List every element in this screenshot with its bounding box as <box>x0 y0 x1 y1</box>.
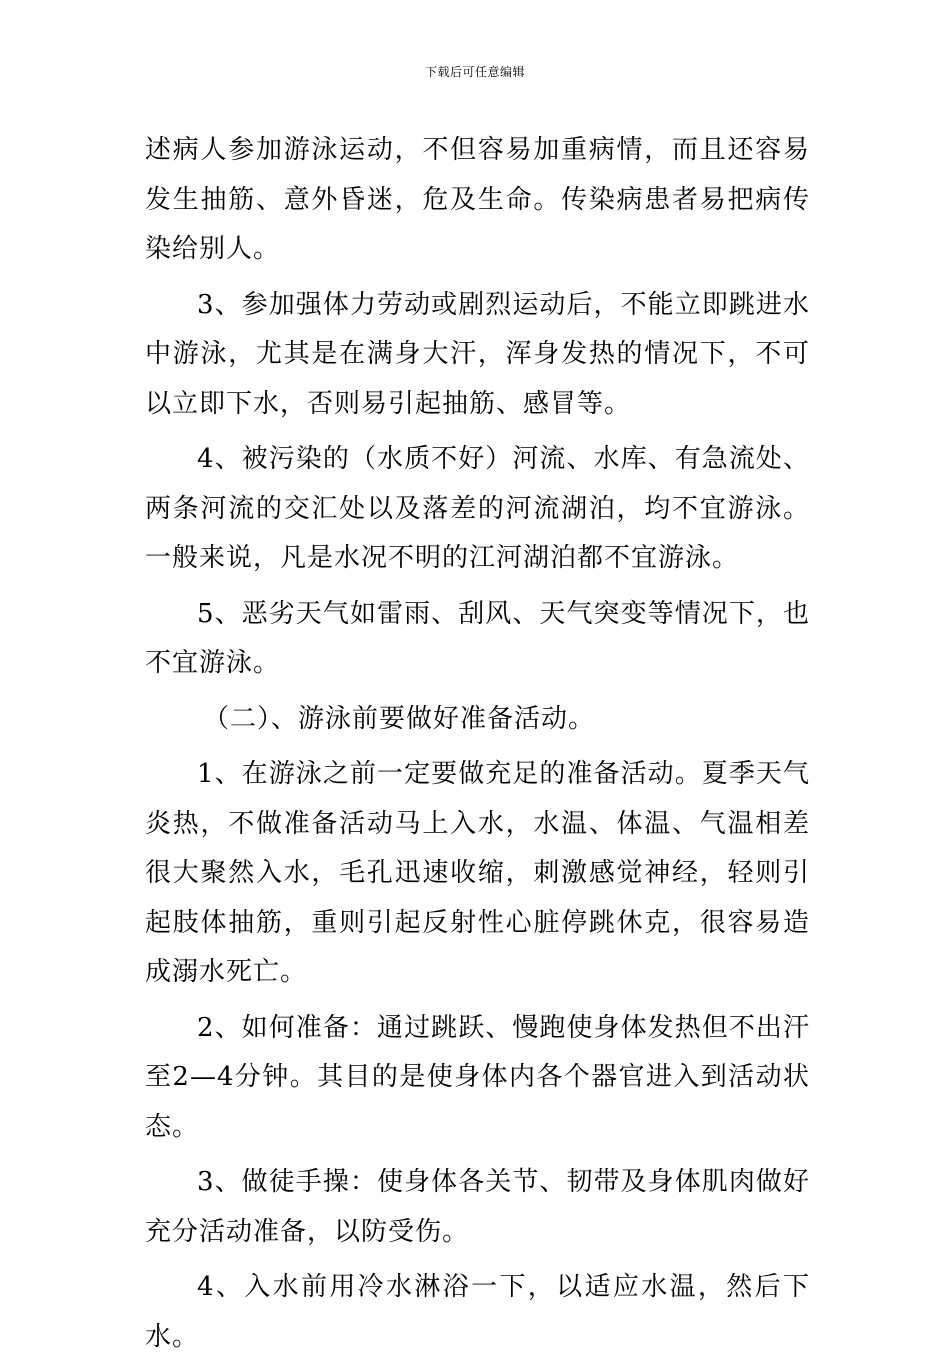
document-body <box>145 126 810 1368</box>
paragraph-item-5-bad-weather: 5、恶劣天气如雷雨、刮风、天气突变等情况下，也不宜游泳。 <box>145 598 810 678</box>
paragraph-item-4-polluted-water: 4、被污染的（水质不好）河流、水库、有急流处、两条河流的交汇处以及落差的河流湖泊，均不宜游泳。一般来说，凡是水况不明的江河湖泊都不宜游泳。 <box>145 444 810 573</box>
paragraph-prep-item-2: 2、如何准备：通过跳跃、慢跑使身体发热但不出汗至2—4分钟。其目的是使身体内各个器官进入到活动状态。 <box>145 1012 810 1142</box>
paragraph-prep-item-1: 1、在游泳之前一定要做充足的准备活动。夏季天气炎热，不做准备活动马上入水，水温、体温、气温相差很大聚然入水，毛孔迅速收缩，刺激感觉神经，轻则引起肢体抽筋，重则引起反射性心脏停跳休克，很容易造成溺水死亡。 <box>145 759 810 987</box>
section-heading-preparation: （二）、游泳前要做好准备活动。 <box>203 703 596 734</box>
paragraph-continuation: 述病人参加游泳运动，不但容易加重病情，而且还容易发生抽筋、意外昏迷，危及生命。传染病患者易把病传染给别人。 <box>145 135 810 264</box>
page-header: 下载后可任意编辑 <box>424 65 525 79</box>
paragraph-prep-item-3: 3、做徒手操：使身体各关节、韧带及身体肌肉做好充分活动准备，以防受伤。 <box>145 1167 810 1247</box>
paragraph-prep-item-4: 4、入水前用冷水淋浴一下，以适应水温，然后下水。 <box>145 1272 810 1352</box>
paragraph-item-3-exertion: 3、参加强体力劳动或剧烈运动后，不能立即跳进水中游泳，尤其是在满身大汗，浑身发热的情况下，不可以立即下水，否则易引起抽筋、感冒等。 <box>145 289 810 419</box>
